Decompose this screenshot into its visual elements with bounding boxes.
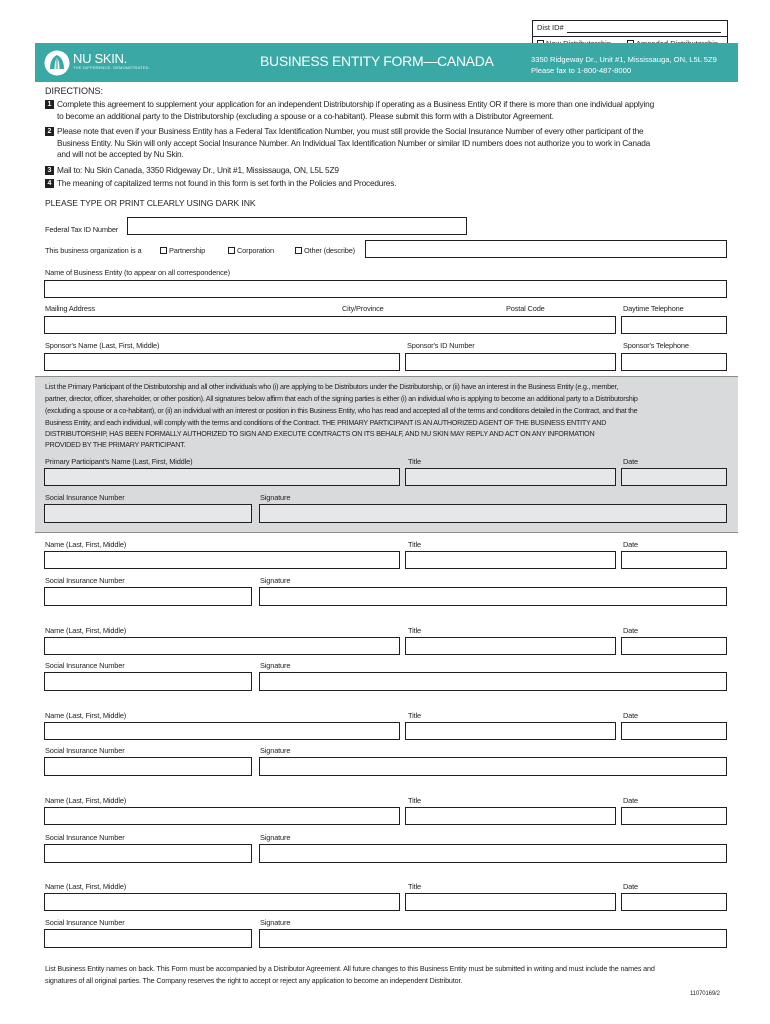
participant-title-field[interactable] <box>405 637 616 655</box>
participant-sin-field[interactable] <box>44 672 252 691</box>
participants-intro-text: List the Primary Participant of the Distributorship and all other individuals who (i) are applying to be Distributors under the Distributorship, or (ii) have an interest in the Business Entity (e.g., member, <box>45 382 619 391</box>
participant-date-label: Date <box>623 796 639 805</box>
participant-title-label: Title <box>408 796 421 805</box>
print-instruction: PLEASE TYPE OR PRINT CLEARLY USING DARK INK <box>45 198 256 208</box>
entity-name-field[interactable] <box>44 280 727 298</box>
direction-text: Business Entity. Nu Skin will only accept Social Insurance Number. An Individual Tax Identification Number or similar ID numbers does not authorize you to work in Canada <box>57 137 651 148</box>
brand-name: NU SKIN. <box>73 51 127 66</box>
participant-date-label: Date <box>623 882 639 891</box>
form-title: BUSINESS ENTITY FORM—CANADA <box>260 53 494 69</box>
participant-signature-label: Signature <box>260 746 291 755</box>
participant-title-label: Title <box>408 882 421 891</box>
participant-signature-field[interactable] <box>259 757 727 776</box>
participant-date-field[interactable] <box>621 722 727 740</box>
direction-text: to become an additional party to the Distributorship (excluding a spouse or a co-habitant). Please submit this form with a Distributor Agreement. <box>57 110 554 121</box>
other-option[interactable] <box>295 246 355 255</box>
participant-signature-field[interactable] <box>259 587 727 606</box>
participant-name-label: Name (Last, First, Middle) <box>45 540 127 549</box>
participant-title-field[interactable] <box>405 807 616 825</box>
sponsor-telephone-label: Sponsor's Telephone <box>623 341 689 350</box>
participant-sin-label: Social Insurance Number <box>45 576 125 585</box>
participant-name-label: Name (Last, First, Middle) <box>45 711 127 720</box>
participant-title-label: Title <box>408 711 421 720</box>
direction-number: 2 <box>45 127 54 136</box>
participant-date-label: Date <box>623 626 639 635</box>
participant-title-field[interactable] <box>405 551 616 569</box>
postal-code-label: Postal Code <box>506 304 545 313</box>
participant-date-field[interactable] <box>621 807 727 825</box>
sponsor-id-label: Sponsor's ID Number <box>407 341 475 350</box>
participant-sin-label: Social Insurance Number <box>45 661 125 670</box>
participant-name-field[interactable] <box>44 893 400 911</box>
direction-text: and will not be accepted by Nu Skin. <box>57 149 184 159</box>
dist-box-divider <box>532 36 728 37</box>
mailing-address-label: Mailing Address <box>45 304 95 313</box>
participants-intro-text: partner, director, officer, shareholder, or other position). All signatures below affirm that each of the signing parties is either (i) an individual who is applying to become an additional party to a Distributorship <box>45 394 638 403</box>
participant-signature-label: Signature <box>260 833 291 842</box>
participant-title-label: Title <box>408 540 421 549</box>
other-describe-field[interactable] <box>365 240 727 258</box>
brand-tagline: THE DIFFERENCE. DEMONSTRATED. <box>73 65 151 70</box>
form-code: 11070169/2 <box>690 991 720 997</box>
direction-text: Mail to: Nu Skin Canada, 3350 Ridgeway Dr., Unit #1, Mississauga, ON, L5L 5Z9 <box>57 165 339 175</box>
federal-tax-id-label: Federal Tax ID Number <box>45 225 119 234</box>
primary-title-label: Title <box>408 457 421 466</box>
direction-number: 4 <box>45 179 54 188</box>
participant-signature-field[interactable] <box>259 929 727 948</box>
daytime-telephone-label: Daytime Telephone <box>623 304 684 313</box>
participant-sin-label: Social Insurance Number <box>45 918 125 927</box>
participant-signature-field[interactable] <box>259 844 727 863</box>
city-province-label: City/Province <box>342 304 384 313</box>
participant-date-field[interactable] <box>621 893 727 911</box>
partnership-checkbox[interactable] <box>160 247 167 254</box>
participants-intro-text: Business Entity, and each individual, will comply with the terms and conditions of the Contract. THE PRIMARY PARTICIPANT IS AN AUTHORIZED AGENT OF THE BUSINESS ENTITY AND <box>45 418 607 427</box>
other-label: Other (describe) <box>304 246 355 255</box>
partnership-option[interactable] <box>160 246 205 255</box>
sponsor-name-label: Sponsor's Name (Last, First, Middle) <box>45 341 160 350</box>
participant-sin-field[interactable] <box>44 844 252 863</box>
participant-signature-label: Signature <box>260 576 291 585</box>
participant-name-field[interactable] <box>44 637 400 655</box>
participant-sin-label: Social Insurance Number <box>45 833 125 842</box>
participant-date-label: Date <box>623 711 639 720</box>
direction-number: 3 <box>45 166 54 175</box>
participant-name-field[interactable] <box>44 722 400 740</box>
mailing-address-field[interactable] <box>44 316 616 334</box>
primary-date-label: Date <box>623 457 639 466</box>
participant-title-label: Title <box>408 626 421 635</box>
participant-sin-label: Social Insurance Number <box>45 746 125 755</box>
participant-signature-label: Signature <box>260 661 291 670</box>
participant-signature-field[interactable] <box>259 672 727 691</box>
participant-name-field[interactable] <box>44 551 400 569</box>
participant-sin-field[interactable] <box>44 757 252 776</box>
sponsor-telephone-field[interactable] <box>621 353 727 371</box>
primary-sin-field[interactable] <box>44 504 252 523</box>
participant-title-field[interactable] <box>405 722 616 740</box>
footer-note: List Business Entity names on back. This Form must be accompanied by a Distributor Agreement. All future changes to this Business Entity must be submitted in writing and must include the names and <box>45 964 655 973</box>
org-type-label: This business organization is a <box>45 246 142 255</box>
entity-name-label: Name of Business Entity (to appear on all correspondence) <box>45 268 230 277</box>
dist-id-label: Dist ID# <box>537 23 564 32</box>
primary-date-field[interactable] <box>621 468 727 486</box>
header-fax: Please fax to 1-800-487-8000 <box>531 66 632 75</box>
direction-text: The meaning of capitalized terms not found in this form is set forth in the Policies and Procedures. <box>57 178 397 188</box>
corporation-option[interactable] <box>228 246 274 255</box>
participants-intro-text: (excluding a spouse or a co-habitant), or (ii) an individual with an interest or position in this Business Entity, who has read and accepted all of the terms and conditions detailed in the Contract, and that the <box>45 406 638 415</box>
daytime-telephone-field[interactable] <box>621 316 727 334</box>
sponsor-id-field[interactable] <box>405 353 616 371</box>
nu-skin-logo-icon <box>44 50 70 76</box>
corporation-checkbox[interactable] <box>228 247 235 254</box>
header-address: 3350 Ridgeway Dr., Unit #1, Mississauga, ON, L5L 5Z9 <box>531 55 717 64</box>
federal-tax-id-field[interactable] <box>127 217 467 235</box>
participant-name-label: Name (Last, First, Middle) <box>45 796 127 805</box>
participant-name-field[interactable] <box>44 807 400 825</box>
dist-id-field[interactable] <box>567 32 721 33</box>
participant-sin-field[interactable] <box>44 587 252 606</box>
corporation-label: Corporation <box>237 246 274 255</box>
sponsor-name-field[interactable] <box>44 353 400 371</box>
participant-sin-field[interactable] <box>44 929 252 948</box>
primary-name-field[interactable] <box>44 468 400 486</box>
directions-heading: DIRECTIONS: <box>45 86 104 96</box>
primary-signature-label: Signature <box>260 493 291 502</box>
participants-intro-text: PROVIDED BY THE PRIMARY PARTICIPANT. <box>45 440 186 449</box>
participant-signature-label: Signature <box>260 918 291 927</box>
direction-number: 1 <box>45 100 54 109</box>
participant-date-label: Date <box>623 540 639 549</box>
participants-intro-text: DISTRIBUTORSHIP, HAS BEEN FORMALLY AUTHORIZED TO SIGN AND EXECUTE CONTRACTS ON ITS BEHALF, AND NU SKIN MAY REPLY AND ACT ON ANY INFORMATION <box>45 429 595 438</box>
primary-title-field[interactable] <box>405 468 616 486</box>
participant-name-label: Name (Last, First, Middle) <box>45 882 127 891</box>
primary-signature-field[interactable] <box>259 504 727 523</box>
participant-title-field[interactable] <box>405 893 616 911</box>
participant-date-field[interactable] <box>621 637 727 655</box>
primary-name-label: Primary Participant's Name (Last, First, Middle) <box>45 457 193 466</box>
primary-sin-label: Social Insurance Number <box>45 493 125 502</box>
footer-note: signatures of all original parties. The Company reserves the right to accept or reject any application to become an independent Distributor. <box>45 976 463 985</box>
participant-name-label: Name (Last, First, Middle) <box>45 626 127 635</box>
partnership-label: Partnership <box>169 246 206 255</box>
direction-text: Complete this agreement to supplement your application for an independent Distributorship if operating as a Business Entity OR if there is more than one individual applying <box>57 99 654 109</box>
participant-date-field[interactable] <box>621 551 727 569</box>
direction-text: Please note that even if your Business Entity has a Federal Tax Identification Number, you must still provide the Social Insurance Number of every other participant of the <box>57 126 644 136</box>
other-checkbox[interactable] <box>295 247 302 254</box>
